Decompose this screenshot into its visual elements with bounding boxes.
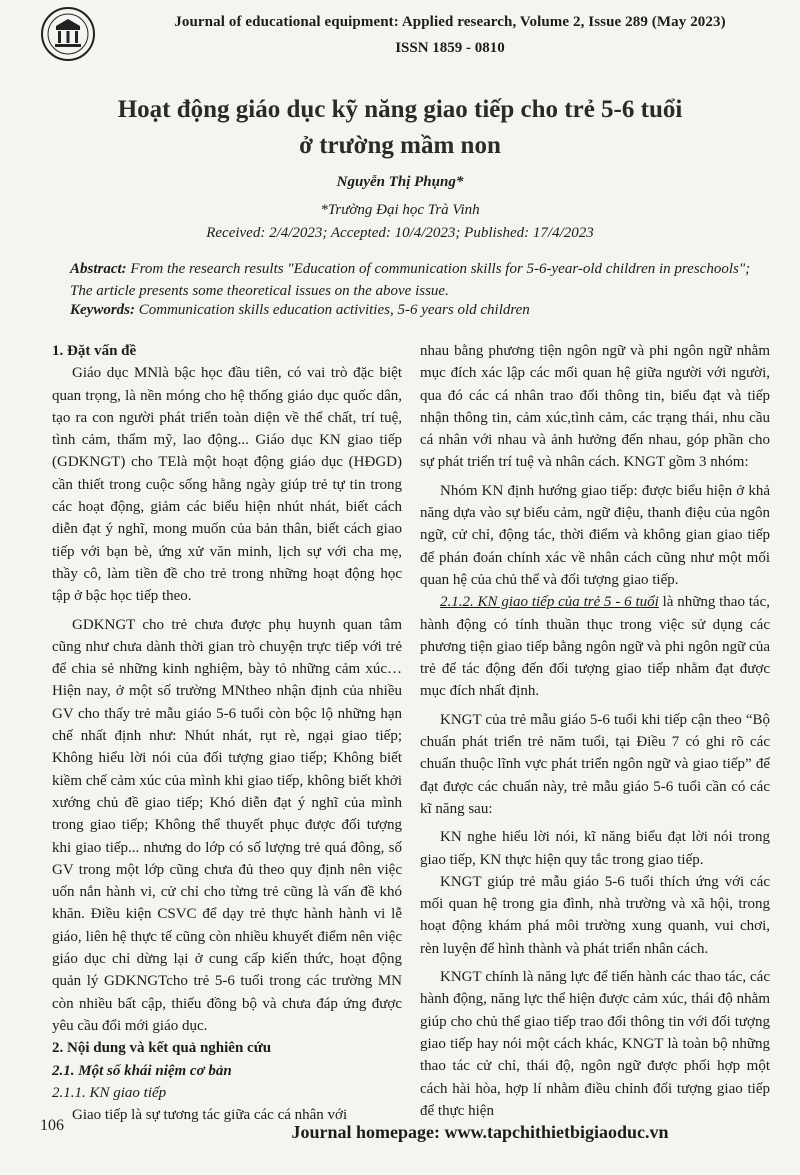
abstract <box>70 258 770 302</box>
paragraph: KNGT giúp trẻ mẫu giáo 5-6 tuổi thích ứng với các mối quan hệ trong gia đình, nhà trường và xã hội, trong hoạt động khám phá môi trường xung quanh, vui chơi, rèn luyện để hình thành và phát triển nhân cách. <box>420 873 770 957</box>
subsubsection-heading-2-1-2: 2.1.2. KN giao tiếp của trẻ 5 - 6 tuổi <box>440 594 659 611</box>
title-line-2: ở trường mầm non <box>299 132 501 159</box>
issn: ISSN 1859 - 0810 <box>395 40 505 56</box>
subsubsection-heading-2-1-1: 2.1.1. KN giao tiếp <box>52 1084 167 1101</box>
abstract-label: Abstract: <box>70 261 127 277</box>
paragraph-text: là những thao tác, hành động có tính thuần thục trong việc sử dụng các phương tiện giao tiếp bằng ngôn ngữ và phi ngôn ngữ của trẻ để tác động đến đối tượng giao tiếp nhằm đạt được mục đích nhất định. <box>420 594 770 700</box>
section-heading-2: 2. Nội dung và kết quả nghiên cứu <box>52 1040 272 1057</box>
paragraph: KNGT của trẻ mẫu giáo 5-6 tuổi khi tiếp cận theo “Bộ chuẩn phát triển trẻ năm tuổi, tại Điều 7 có ghi rõ các chuẩn thuộc lĩnh vực phát triển ngôn ngữ và giao tiếp” để đạt được các chuẩn này, trẻ mẫu giáo 5-6 tuổi cần có các kĩ năng sau: <box>420 711 770 817</box>
keywords <box>70 302 770 319</box>
paragraph: Giáo dục MNlà bậc học đầu tiên, có vai trò đặc biệt quan trọng, là nền móng cho hệ thống giáo dục quốc dân, tạo ra con người phát triển toàn diện về thể chất, trí tuệ, tình cảm, thẩm mỹ, lao động... Giáo dục KN giao tiếp (GDKNGT) cho TElà một hoạt động giáo dục (HĐGD) cần thiết trong cuộc sống hằng ngày giúp trẻ tự tin trong các hoạt động, giảm các biểu hiện nhút nhát, biết cách diễn đạt ý nghĩ, mong muốn của bản thân, biết cách giao tiếp với bạn bè, ứng xử văn minh, lịch sự với cha mẹ, thầy cô, làm tiền đề cho trẻ trong những hoạt động học tập ở bậc học tiếp theo. <box>52 365 402 605</box>
paragraph: nhau bằng phương tiện ngôn ngữ và phi ngôn ngữ nhằm mục đích xác lập các mối quan hệ giữa người với người, qua đó các cá nhân trao đổi thông tin, biểu đạt và tiếp nhận thông tin, cảm xúc,tình cảm, các trạng thái, nhu cầu cá nhân với nhau và ảnh hưởng đến nhau, góp phần cho sự phát triển trí tuệ và nhân cách. KNGT gồm 3 nhóm: <box>420 343 770 471</box>
paragraph: KN nghe hiểu lời nói, kĩ năng biểu đạt lời nói trong giao tiếp, KN thực hiện quy tắc trong giao tiếp. <box>420 829 770 868</box>
paragraph: Nhóm KN định hướng giao tiếp: được biểu hiện ở khả năng dựa vào sự biểu cảm, ngữ điệu, thanh điệu của ngôn ngữ, cử chỉ, động tác, thời điểm và không gian giao tiếp để phán đoán chính xác về nhân cách cũng như một mối quan hệ của chủ thể và đối tượng giao tiếp. <box>420 482 770 588</box>
paragraph: Giao tiếp là sự tương tác giữa các cá nhân với <box>72 1107 348 1124</box>
abstract-text: From the research results "Education of communication skills for 5-6-year-old children in preschools"; The article presents some theoretical issues on the above issue. <box>70 261 751 299</box>
body-column-left <box>52 340 402 1126</box>
paragraph: KNGT chính là năng lực để tiến hành các thao tác, các hành động, năng lực thể hiện được cảm xúc, thái độ nhằm giúp cho chủ thể giao tiếp trao đổi thông tin với đối tượng giao tiếp hay nói một cách khác, KNGT là toàn bộ những thao tác cử chỉ, thái độ, ngôn ngữ được phối hợp một cách hài hòa, hợp lí nhằm điều chỉnh đối tượng giao tiếp để thực hiện <box>420 969 770 1119</box>
author-name: Nguyễn Thị Phụng* <box>336 174 464 190</box>
paragraph-2-1-2 <box>420 591 770 702</box>
section-heading-1: 1. Đặt vấn đề <box>52 343 137 359</box>
article-title <box>60 92 740 164</box>
page-number: 106 <box>40 1117 64 1134</box>
journal-logo <box>40 6 96 62</box>
journal-homepage <box>200 1122 760 1143</box>
homepage-link[interactable]: www.tapchithietbigiaoduc.vn <box>444 1122 669 1142</box>
subsection-heading-2-1: 2.1. Một số khái niệm cơ bản <box>52 1062 232 1079</box>
homepage-label: Journal homepage: <box>291 1122 445 1142</box>
keywords-label: Keywords: <box>70 302 135 318</box>
keywords-text: Communication skills education activities, 5-6 years old children <box>138 302 530 318</box>
body-column-right <box>420 340 770 1122</box>
paragraph: GDKNGT cho trẻ chưa được phụ huynh quan tâm cũng như chưa dành thời gian trò chuyện trực tiếp với trẻ để chia sẻ những kinh nghiệm, bày tỏ những cảm xúc… Hiện nay, ở một số trường MNtheo nhận định của nhiều GV cho thấy trẻ mẫu giáo 5-6 tuổi còn bộc lộ những hạn chế nhất định như: Nhút nhát, rụt rè, ngại giao tiếp; Không hiểu lời nói của đối tượng giao tiếp; Không biết kiềm chế cảm xúc của mình khi giao tiếp, không biết khởi xướng chủ đề giao tiếp; Khó diễn đạt ý nghĩ của mình trong giao tiếp; Không thể thuyết phục được đối tượng khi giao tiếp... nhưng do lớp có số lượng trẻ quá đông, số GV trong một lớp cũng chưa đủ theo quy định nên việc uốn nắn hành vi, cử chỉ cho từng trẻ cũng là vấn đề khó khăn. Điều kiện CSVC để dạy trẻ thực hành hành vi lễ giáo, liên hệ thực tế cũng còn nhiều khuyết điểm nên việc giáo dục chỉ dừng lại ở cung cấp kiến thức, hoạt động quản lý GDKNGTcho trẻ 5-6 tuổi trong các trường MN còn nhiều bất cập, thiếu đồng bộ và chưa đáp ứng được yêu cầu đổi mới giáo dục. <box>52 616 402 1034</box>
journal-citation: Journal of educational equipment: Applied research, Volume 2, Issue 289 (May 2023) <box>174 14 726 30</box>
title-line-1: Hoạt động giáo dục kỹ năng giao tiếp cho trẻ 5-6 tuổi <box>117 96 683 123</box>
publication-dates: Received: 2/4/2023; Accepted: 10/4/2023; Published: 17/4/2023 <box>206 225 594 241</box>
author-affiliation: *Trường Đại học Trà Vinh <box>320 202 480 218</box>
